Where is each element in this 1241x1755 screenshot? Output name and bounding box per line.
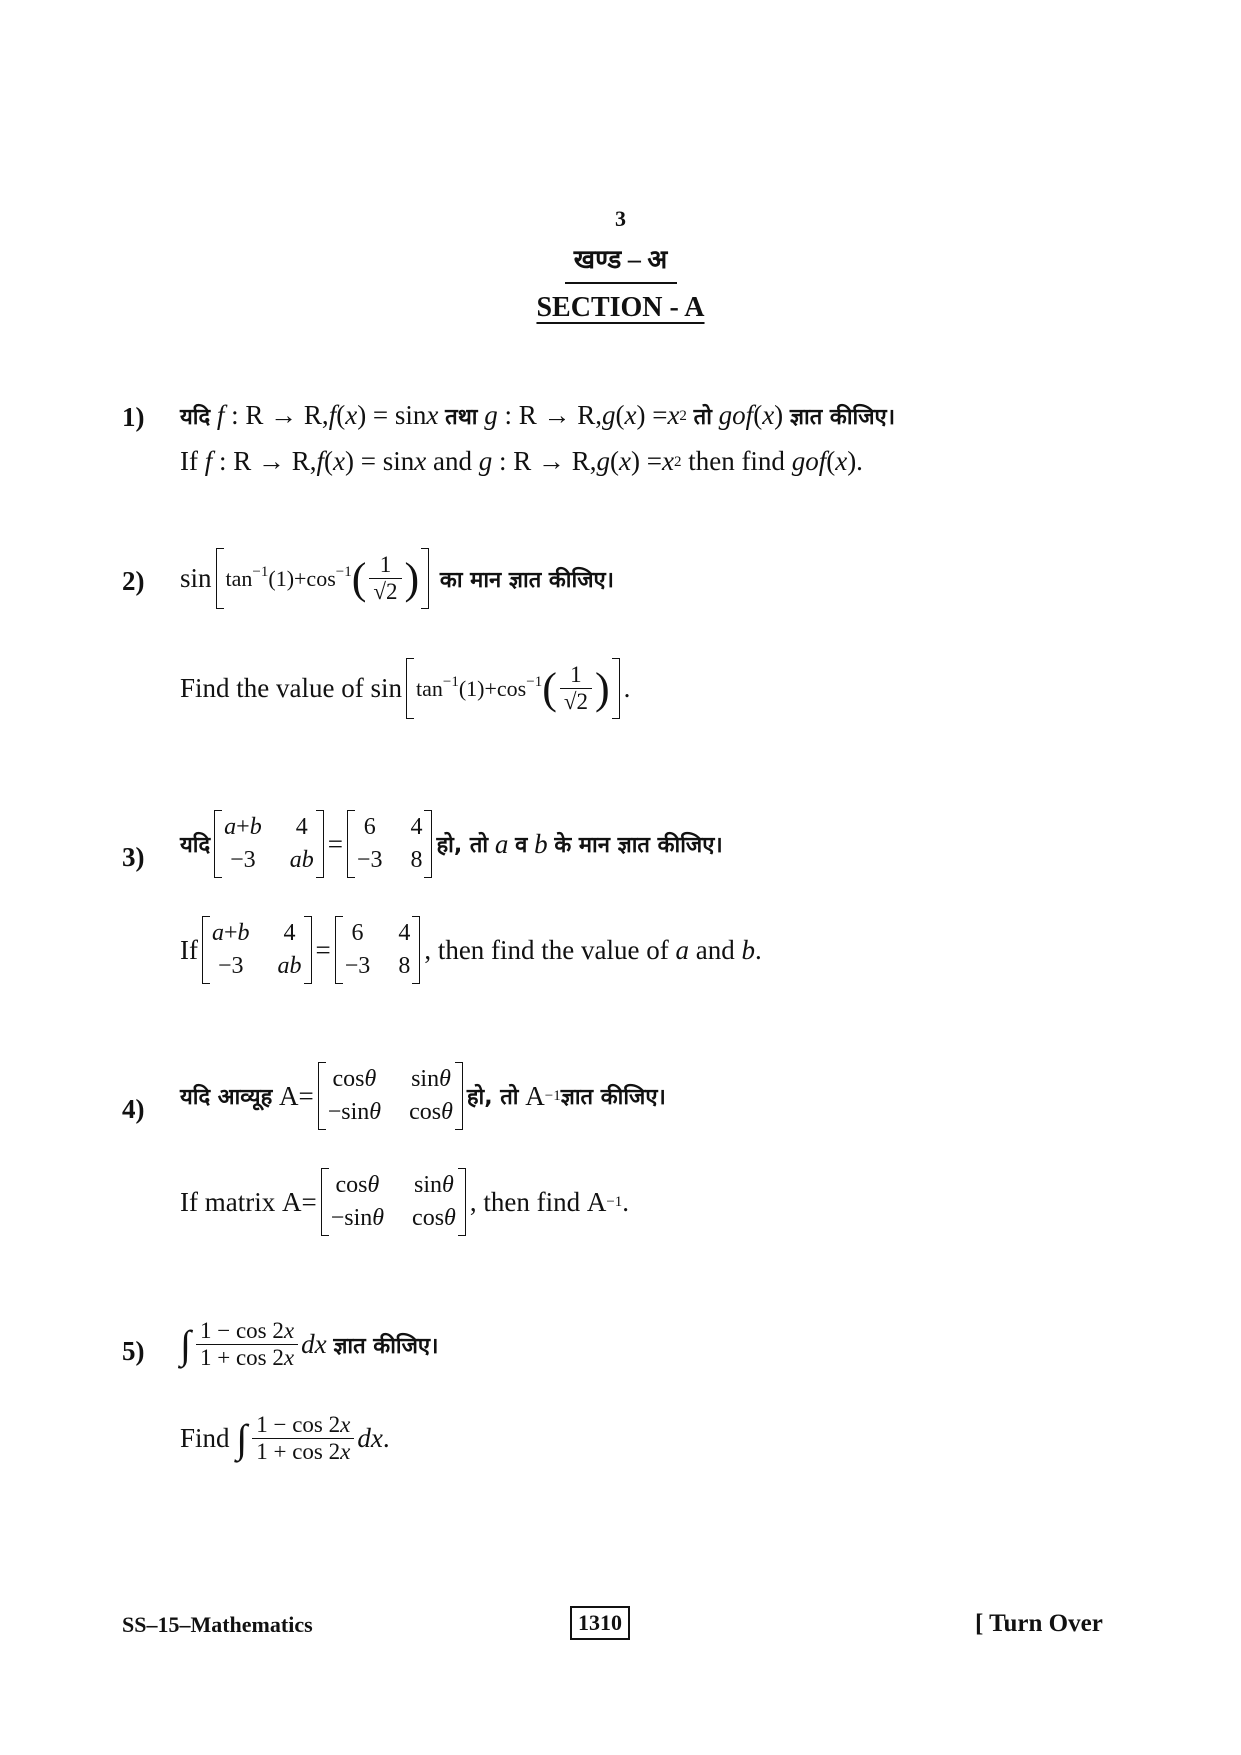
question-3-hindi: यदि a+b 4 −3 ab = 6 4 −3 8 हो, तो a व b के मान ज्ञात कीजिए। [180,810,723,878]
page-number: 3 [615,206,626,231]
question-number-4: 4) [122,1094,145,1124]
question-1-english: If f : R → R, f ( x ) = sin x and g : R → R, g ( x ) = x 2 then find gof ( x ). [180,446,863,476]
matrix-a: cosθ sinθ −sinθ cosθ [318,1062,463,1130]
question-2-english: Find the value of sin $\tan^{-1}(1)+\cos^{-1}$ ( $\frac{1}{√2}$ ) . [180,658,630,719]
question-number-2: 2) [122,566,145,596]
question-1-hindi: यदि f : R → R, f ( x ) = sin x तथा g : R → R, g ( x ) = x 2 तो gof ( x ) ज्ञात कीजिए। [180,400,896,430]
question-number-5: 5) [122,1336,145,1366]
section-heading-rule [565,282,677,284]
footer-paper-code: 1310 [570,1606,630,1640]
question-2-hindi: sin $\tan^{-1}(1)+\cos^{-1}$ ( $\frac{1}{√2}$ ) का मान ज्ञात कीजिए। [180,548,614,609]
question-5-hindi: ∫ $\frac{1 - \cos 2x}{1 + \cos 2x}$ dx ज्ञात कीजिए। [180,1318,439,1370]
question-number-1: 1) [122,402,145,432]
question-number-3: 3) [122,842,145,872]
question-3-english: If a+b 4 −3 ab = 6 4 −3 8 , then find the value of a and b . [180,916,762,984]
footer-subject: SS–15–Mathematics [122,1612,313,1637]
question-4-hindi: यदि आव्यूह A= cosθ sinθ −sinθ cosθ हो, तो A −1 ज्ञात कीजिए। [180,1062,666,1130]
section-heading-hindi: खण्ड – अ [573,245,668,274]
question-4-english: If matrix A= cosθ sinθ −sinθ cosθ , then find A −1 . [180,1168,629,1236]
footer-turn-over: [ Turn Over [975,1610,1103,1637]
matrix-ab: a+b 4 −3 ab [214,810,324,878]
question-5-english: Find ∫ $\frac{1 - \cos 2x}{1 + \cos 2x}$ dx . [180,1412,390,1464]
matrix-values: 6 4 −3 8 [347,810,433,878]
section-heading-english: SECTION - A [536,292,705,323]
